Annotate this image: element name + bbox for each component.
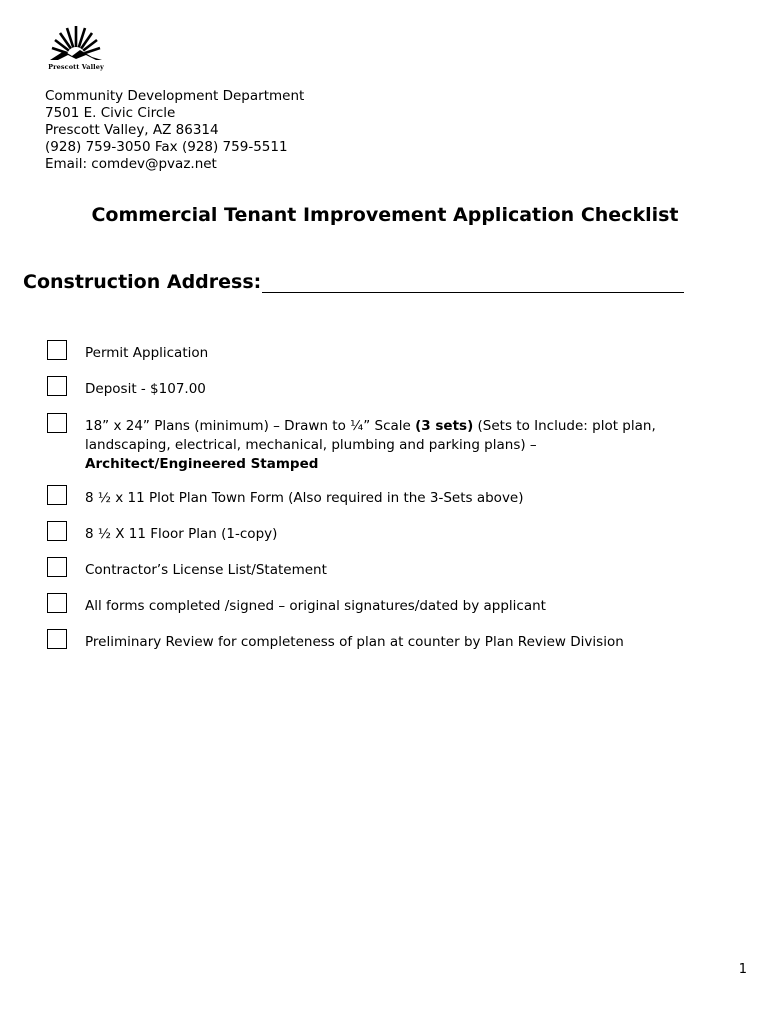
- construction-address-label: Construction Address:: [23, 271, 262, 293]
- construction-address-row: [23, 270, 684, 293]
- checklist-checkbox[interactable]: [47, 629, 67, 649]
- checklist-item-label: Permit Application: [85, 345, 209, 361]
- prescott-valley-sun-logo-icon: [48, 26, 104, 62]
- plans-stamped-bold: Architect/Engineered Stamped: [85, 456, 319, 472]
- construction-address-field[interactable]: [262, 270, 684, 293]
- checklist-item-label: Preliminary Review for completeness of plan at counter by Plan Review Division: [85, 634, 624, 650]
- street-address: 7501 E. Civic Circle: [45, 105, 176, 121]
- logo-wordmark: Prescott Valley: [48, 63, 104, 71]
- checklist-item-label: [85, 417, 745, 474]
- department-name: Community Development Department: [45, 88, 305, 104]
- plans-sets-bold: (3 sets): [415, 418, 474, 434]
- checklist-item-label: Contractor’s License List/Statement: [85, 562, 327, 578]
- plans-text-part-2: (Sets to Include: plot plan, landscaping, electrical, mechanical, plumbing and parking plans) –: [85, 418, 656, 453]
- page-number: 1: [738, 962, 747, 977]
- checklist-checkbox[interactable]: [47, 413, 67, 433]
- checklist-item-label: 8 ½ X 11 Floor Plan (1-copy): [85, 526, 278, 542]
- checklist-checkbox[interactable]: [47, 376, 67, 396]
- page-title: Commercial Tenant Improvement Application Checklist: [91, 204, 679, 226]
- email-address: Email: comdev@pvaz.net: [45, 156, 217, 172]
- checklist-checkbox[interactable]: [47, 593, 67, 613]
- department-address-block: [45, 88, 304, 173]
- plans-text-part-1: 18” x 24” Plans (minimum) – Drawn to ¼” Scale: [85, 418, 416, 434]
- city-state-zip: Prescott Valley, AZ 86314: [45, 122, 219, 138]
- checklist-checkbox[interactable]: [47, 521, 67, 541]
- checklist-item-label: Deposit - $107.00: [85, 381, 206, 397]
- checklist-item-label: 8 ½ x 11 Plot Plan Town Form (Also required in the 3-Sets above): [85, 490, 524, 506]
- checklist-checkbox[interactable]: [47, 340, 67, 360]
- checklist-checkbox[interactable]: [47, 485, 67, 505]
- checklist-item-label: All forms completed /signed – original signatures/dated by applicant: [85, 598, 546, 614]
- checklist-checkbox[interactable]: [47, 557, 67, 577]
- prescott-valley-logo: [44, 26, 108, 76]
- phone-fax: (928) 759-3050 Fax (928) 759-5511: [45, 139, 288, 155]
